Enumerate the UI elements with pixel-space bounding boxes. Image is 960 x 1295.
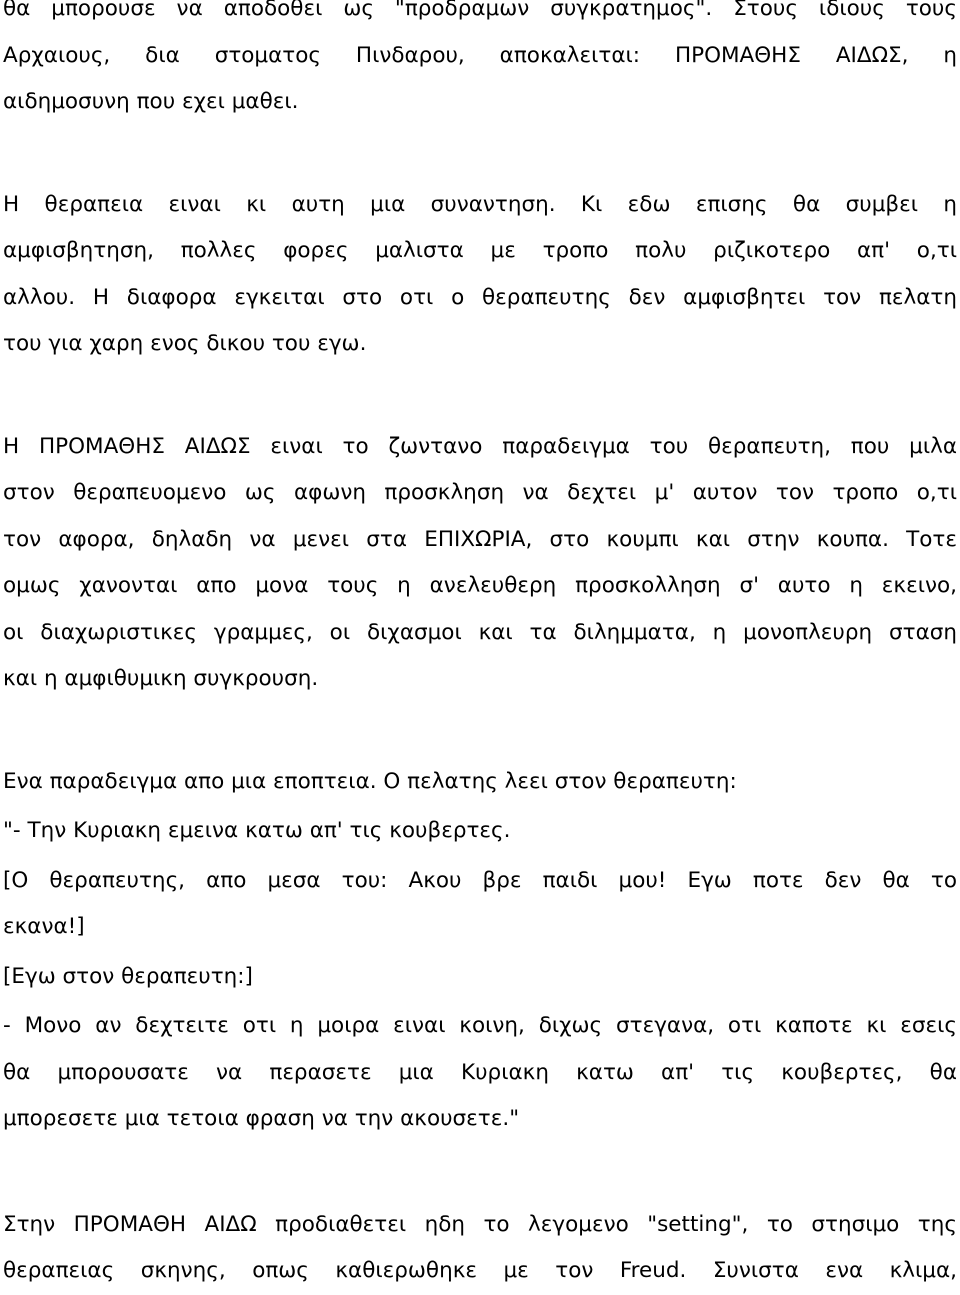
- paragraph-spacer: [3, 368, 957, 424]
- text-line: θα μπορουσε να αποδοθει ως "προδραμων συγκρατημος". Στους ιδιους τους: [3, 0, 957, 21]
- text-line: στον θεραπευομενο ως αφωνη προσκληση να δεχτει μ' αυτον τον τροπο ο,τι: [3, 480, 957, 505]
- response-line: μπορεσετε μια τετοια φραση να την ακουσετε.": [3, 1106, 520, 1131]
- response-line: θα μπορουσατε να περασετε μια Κυριακη κατω απ' τις κουβερτες, θα: [3, 1059, 957, 1085]
- paragraph-spacer: [3, 1143, 957, 1202]
- paragraph-4: [3, 1202, 957, 1295]
- paragraph-spacer: [3, 126, 957, 182]
- text-line: αμφισβητηση, πολλες φορες μαλιστα με τροπο πολυ ριζικοτερο απ' ο,τι: [3, 238, 957, 263]
- example-intro: Ενα παραδειγμα απο μια εποπτεια. Ο πελατης λεει στον θεραπευτη:: [3, 768, 737, 794]
- text-line: Αρχαιους, δια στοματος Πινδαρου, αποκαλειται: ΠΡΟΜΑΘΗΣ ΑΙΔΩΣ, η: [3, 42, 957, 68]
- text-line: αλλου. Η διαφορα εγκειται στο οτι ο θεραπευτης δεν αμφισβητει τον πελατη: [3, 284, 957, 310]
- me-to-therapist: [Εγω στον θεραπευτη:]: [3, 963, 253, 989]
- text-line: οι διαχωριστικες γραμμες, οι διχασμοι και τα διλημματα, η μονοπλευρη σταση: [3, 619, 957, 645]
- text-line: του για χαρη ενος δικου του εγω.: [3, 331, 367, 356]
- paragraph-spacer: [3, 703, 957, 759]
- paragraph-2: [3, 182, 957, 368]
- therapist-thought-line: [Ο θεραπευτης, απο μεσα του: Ακου βρε παιδι μου! Εγω ποτε δεν θα το: [3, 867, 957, 893]
- text-line: Η θεραπεια ειναι κι αυτη μια συναντηση. Κι εδω επισης θα συμβει η: [3, 191, 957, 217]
- document-page: [3, 0, 957, 1295]
- paragraph-1: [3, 0, 957, 126]
- paragraph-3: [3, 424, 957, 703]
- text-line: ομως χανονται απο μονα τους η ανελευθερη προσκολληση σ' αυτο η εκεινο,: [3, 573, 957, 598]
- text-line: τον αφορα, δηλαδη να μενει στα ΕΠΙΧΩΡΙΑ, στο κουμπι και στην κουπα. Τοτε: [3, 526, 957, 552]
- text-line: θεραπειας σκηνης, οπως καθιερωθηκε με τον Freud. Συνιστα ενα κλιμα,: [3, 1258, 957, 1283]
- text-line: αιδημοσυνη που εχει μαθει.: [3, 89, 299, 114]
- therapist-thought-line: εκανα!]: [3, 914, 85, 939]
- text-line: Η ΠΡΟΜΑΘΗΣ ΑΙΔΩΣ ειναι το ζωντανο παραδειγμα του θεραπευτη, που μιλα: [3, 433, 957, 459]
- response-line: - Μονο αν δεχτειτε οτι η μοιρα ειναι κοινη, διχως στεγανα, οτι καποτε κι εσεις: [3, 1013, 957, 1038]
- client-quote: "- Την Κυριακη εμεινα κατω απ' τις κουβερτες.: [3, 818, 511, 843]
- text-line: Στην ΠΡΟΜΑΘΗ ΑΙΔΩ προδιαθετει ηδη το λεγομενο "setting", το στησιμο της: [3, 1211, 957, 1237]
- supervision-example: [3, 759, 957, 1143]
- text-line: και η αμφιθυμικη συγκρουση.: [3, 666, 319, 691]
